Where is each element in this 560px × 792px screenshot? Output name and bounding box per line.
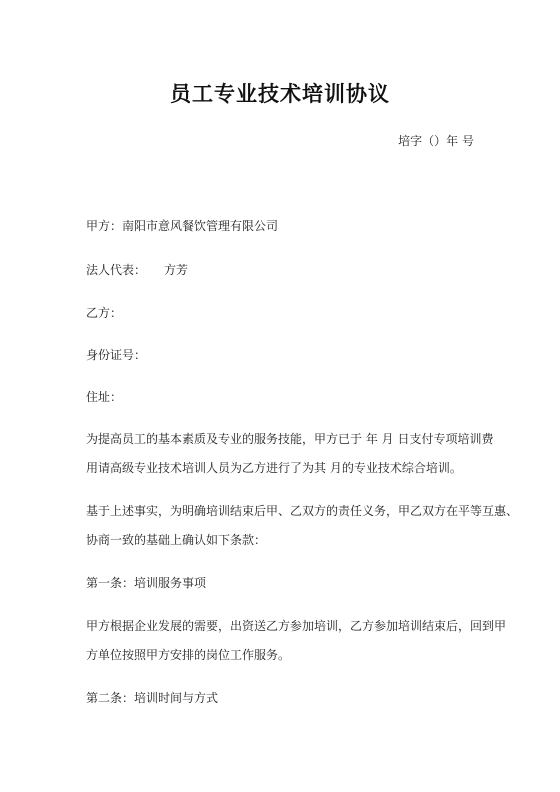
article-1-line-2: 方单位按照甲方安排的岗位工作服务。 (86, 648, 291, 662)
document-title: 员工专业技术培训协议 (170, 81, 390, 106)
article-1-line-1: 甲方根据企业发展的需要，出资送乙方参加培训，乙方参加培训结束后，回到甲 (86, 619, 507, 633)
legal-rep-value: 方芳 (164, 263, 189, 277)
party-b-label: 乙方： (86, 306, 123, 320)
legal-rep-line (86, 262, 188, 278)
party-a-label: 甲方： (86, 219, 123, 233)
paragraph-1-line-1: 为提高员工的基本素质及专业的服务技能，甲方已于 年 月 日支付专项培训费 (86, 432, 494, 446)
address-label: 住址： (86, 390, 123, 404)
party-a-value: 南阳市意风餐饮管理有限公司 (122, 219, 279, 233)
party-a-line (86, 218, 278, 234)
document-number: 培字（）年 号 (398, 134, 474, 148)
article-1-heading: 第一条：培训服务事项 (86, 576, 207, 590)
paragraph-1-line-2: 用请高级专业技术培训人员为乙方进行了为其 月的专业技术综合培训。 (86, 461, 462, 475)
legal-rep-label: 法人代表： (86, 263, 147, 277)
article-2-heading: 第二条：培训时间与方式 (86, 691, 219, 705)
paragraph-2-line-1: 基于上述事实，为明确培训结束后甲、乙双方的责任义务，甲乙双方在平等互惠、 (86, 504, 519, 518)
id-number-label: 身份证号： (86, 348, 147, 362)
paragraph-2-line-2: 协商一致的基础上确认如下条款： (86, 533, 267, 547)
